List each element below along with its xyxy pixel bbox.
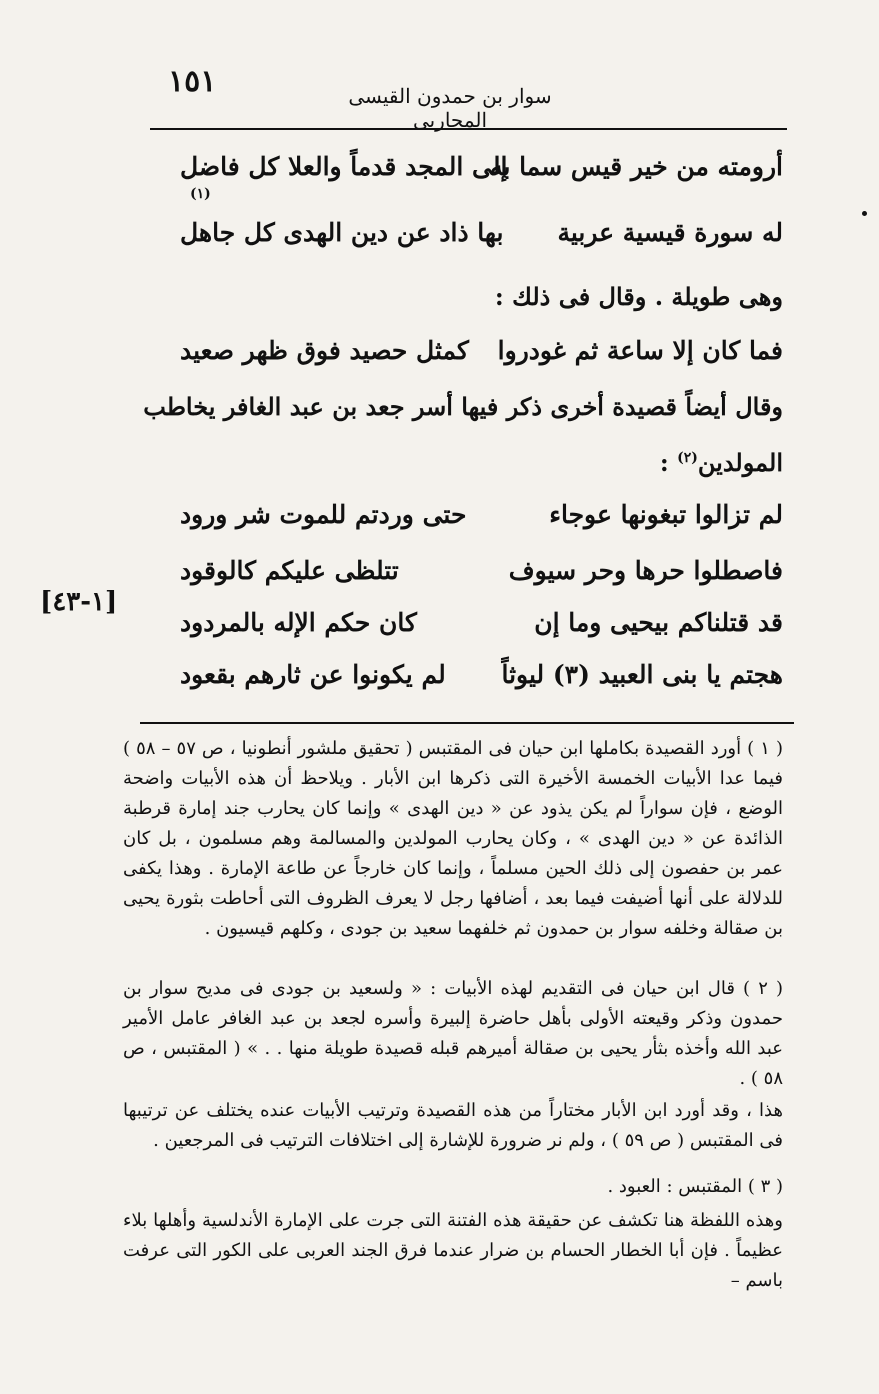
footnote-mark-1: (١)	[190, 186, 211, 202]
verse-2-left: بها ذاد عن دين الهدى كل جاهل	[180, 218, 504, 247]
verse-3-left: كمثل حصيد فوق ظهر صعيد	[180, 336, 469, 365]
header-rule	[150, 128, 787, 130]
margin-reference: [١-٤٣]	[40, 587, 118, 617]
prose-line-2: وقال أيضاً قصيدة أخرى ذكر فيها أسر جعد بن عبد الغافر يخاطب	[143, 392, 783, 421]
footnote-2-continued: هذا ، وقد أورد ابن الأبار مختاراً من هذه القصيدة وترتيب الأبيات عنده يختلف عن ترتيبها فى المقتبس ( ص ٥٩ ) ، ولم نر ضرورة للإشارة إلى اختلافات الترتيب فى المرجعين .	[123, 1100, 783, 1151]
ink-dot	[862, 211, 867, 216]
prose-line-3	[660, 448, 783, 477]
prose-line-1: وهى طويلة . وقال فى ذلك :	[494, 282, 783, 311]
verse-4-right: لم تزالوا تبغونها عوجاء	[549, 500, 783, 529]
verse-6-left: كان حكم الإله بالمردود	[180, 608, 417, 637]
verse-7-left: لم يكونوا عن ثارهم بقعود	[180, 660, 446, 689]
footnote-mark-2: (٢)	[677, 450, 698, 466]
prose-colon: :	[659, 448, 669, 477]
verse-1-left: إلى المجد قدماً والعلا كل فاضل	[180, 152, 508, 181]
verse-4-left: حتى وردتم للموت شر ورود	[180, 500, 467, 529]
verse-6-right: قد قتلناكم بيحيى وما إن	[534, 608, 783, 637]
running-title: سوار بن حمدون القيسى المحاربى	[348, 84, 552, 132]
verse-5-left: تتلظى عليكم كالوقود	[180, 556, 399, 585]
verse-7-right: هجتم يا بنى العبيد (٣) ليوثاً	[501, 660, 783, 689]
prose-line-3-text: المولدين	[697, 448, 783, 477]
verse-2-right: له سورة قيسية عربية	[557, 218, 783, 247]
footnote-1: ( ١ ) أورد القصيدة بكاملها ابن حيان فى المقتبس ( تحقيق ملشور أنطونيا ، ص ٥٧ – ٥٨ ) فيما عدا الأبيات الخمسة الأخيرة التى ذكرها ابن الأبار . ويلاحظ أن هذه الأبيات واضحة الوضع ، فإن سواراً لم يكن يذود عن « دين الهدى » وإنما كان يحارب جند إمارة قرطبة الذائدة عن « دين الهدى » ، وكان يحارب المولدين والمسالمة وهم مسلمون ، بل كان عمر بن حفصون إلى ذلك الحين مسلماً ، وإنما كان خارجاً عن طاعة الإمارة . وهذا يكفى للدلالة على أنها أضيفت فيما بعد ، أضافها رجل لا يعرف الظروف التى أحاطت بثورة يحيى بن صقالة وخلفه سوار بن حمدون ثم خلفهما سعيد بن جودى ، وكلهم قيسيون .	[123, 738, 783, 939]
footnote-3: ( ٣ ) المقتبس : العبود .	[607, 1176, 783, 1197]
footnote-3-continued: وهذه اللفظة هنا تكشف عن حقيقة هذه الفتنة التى جرت على الإمارة الأندلسية وأهلها بلاء عظيماً . فإن أبا الخطار الحسام بن ضرار عندما فرق الجند العربى على الكور التى عرفت باسم –	[123, 1210, 783, 1291]
verse-1-right: أرومته من خير قيس سما به	[490, 152, 783, 181]
verse-3-right: فما كان إلا ساعة ثم غودروا	[497, 336, 783, 365]
footnote-rule	[140, 722, 794, 724]
page-number: ١٥١	[168, 64, 217, 99]
footnote-2: ( ٢ ) قال ابن حيان فى التقديم لهذه الأبيات : « ولسعيد بن جودى فى مديح سوار بن حمدون وذكر وقيعته الأولى بأهل حاضرة إلبيرة وأسره لجعد بن عبد الغافر عامل الأمير عبد الله وأخذه بثأر يحيى بن صقالة أميرهم قبله قصيدة طويلة منها . . » ( المقتبس ، ص ٥٨ ) .	[123, 978, 783, 1089]
verse-5-right: فاصطلوا حرها وحر سيوف	[508, 556, 783, 585]
